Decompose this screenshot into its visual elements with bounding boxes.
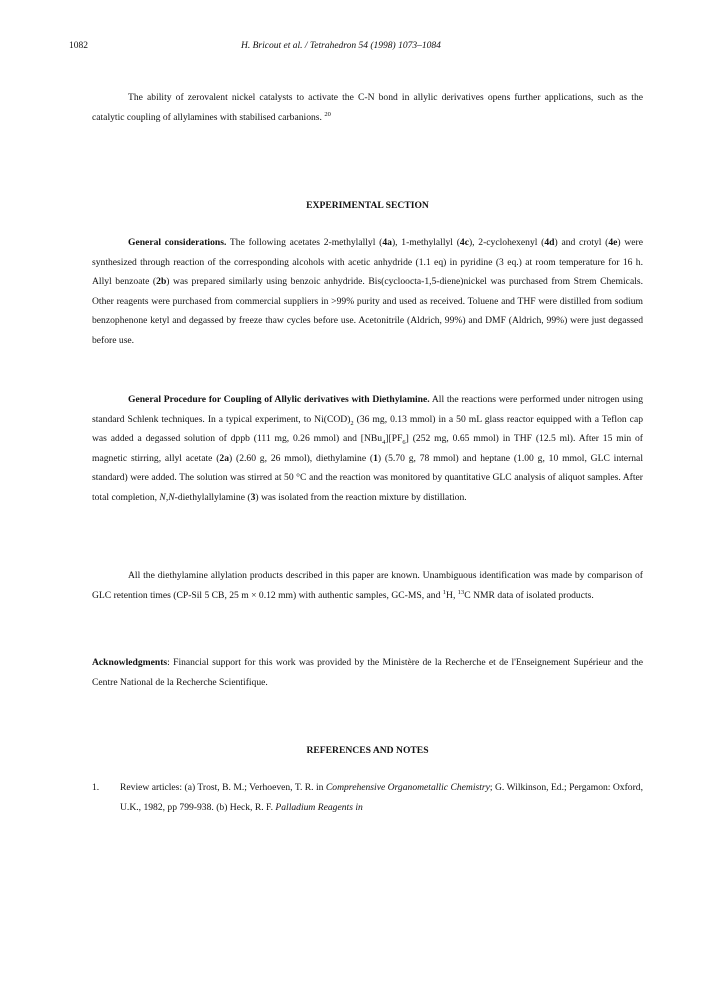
text-run: All the reactions were performed under nitrogen using standard Schlenk techniques. In a typical experiment, to Ni(COD)	[92, 394, 643, 425]
text-run: ][PF	[385, 433, 403, 445]
general-considerations-label: General considerations.	[128, 237, 227, 248]
general-procedure-label: General Procedure for Coupling of Allylic derivatives with Diethylamine.	[128, 394, 430, 405]
compound-label: 4e	[608, 237, 618, 248]
general-procedure-paragraph	[92, 390, 643, 508]
italic-text: Comprehensive Organometallic Chemistry	[325, 782, 490, 793]
compound-label: 4a	[382, 237, 392, 248]
experimental-heading: EXPERIMENTAL SECTION	[306, 200, 429, 211]
text-run: -diethylallylamine (	[174, 491, 251, 503]
text-run: ), 2-cyclohexenyl (	[468, 237, 545, 248]
text-run: ) were synthesized through reaction of the corresponding alcohols with acetic anhydride (1.1 eq) in pyridine (3 eq.) at room temperature for 16 h. Allyl benzoate (	[92, 237, 643, 288]
compound-label: 4d	[544, 237, 555, 248]
page-number: 1082	[69, 41, 88, 51]
text-run: ] (252 mg, 0.65 mmol) in THF (12.5 ml). After 15 min of magnetic stirring, allyl acetate (	[92, 433, 644, 464]
text-run: ) and crotyl (	[554, 237, 609, 248]
text-run: All the diethylamine allylation products described in this paper are known. Unambiguous identification was made by comparison of GLC retention times (CP-Sil 5 CB, 25 m × 0.12 mm) with authentic samples, GC-MS, and	[92, 570, 643, 601]
compound-label: 3	[250, 491, 256, 503]
text-run: ) (5.70 g, 78 mmol) and heptane (1.00 g, 10 mmol, GLC internal standard) were added. The solution was stirred at 50 °C and the reaction was monitored by quantitative GLC analysis of aliquot samples. After total completion,	[92, 452, 643, 503]
text-run: Review articles: (a) Trost, B. M.; Verhoeven, T. R. in	[120, 782, 326, 793]
references-heading: REFERENCES AND NOTES	[306, 745, 429, 756]
superscript: 13	[457, 588, 465, 596]
intro-paragraph	[92, 88, 643, 127]
text-run: ) was prepared similarly using benzoic anhydride. Bis(cycloocta-1,5-diene)nickel was purchased from Strem Chemicals. Other reagents were purchased from commercial suppliers in >99% purity and used as received. Toluene and THF were distilled from sodium benzophenone ketyl and degassed by freeze thaw cycles before use. Acetonitrile (Aldrich, 99%) and DMF (Aldrich, 99%) were just degassed before use.	[92, 276, 643, 346]
text-run: C NMR data of isolated products.	[464, 589, 594, 601]
text-run: ; G. Wilkinson, Ed.; Pergamon: Oxford, U.K., 1982, pp 799-938. (b) Heck, R. F.	[120, 782, 643, 813]
superscript: 1	[442, 588, 447, 596]
text-run: ) (2.60 g, 26 mmol), diethylamine (	[229, 452, 374, 464]
compound-label: 4c	[459, 237, 469, 248]
italic-text: N,N	[159, 491, 175, 503]
subscript: 6	[402, 439, 406, 447]
intro-citation: 20	[324, 110, 331, 118]
acknowledgments-label: Acknowledgments	[92, 657, 168, 668]
running-header	[69, 41, 659, 55]
acknowledgments-text: : Financial support for this work was provided by the Ministère de la Recherche et de l'Enseignement Supérieur and the Centre National de la Recherche Scientifique.	[92, 657, 643, 688]
reference-number: 1.	[92, 782, 100, 793]
acknowledgments-paragraph	[92, 653, 643, 692]
running-title: H. Bricout et al. / Tetrahedron 54 (1998) 1073–1084	[241, 41, 441, 51]
compound-label: 2b	[156, 276, 167, 288]
general-considerations-paragraph	[92, 233, 643, 351]
products-paragraph	[92, 566, 643, 605]
compound-label: 1	[373, 452, 378, 464]
text-run: ) was isolated from the reaction mixture by distillation.	[255, 491, 467, 503]
reference-text	[120, 778, 643, 817]
text-run: ), 1-methylallyl (	[391, 237, 460, 248]
text-run: H,	[446, 589, 458, 601]
text-run: (36 mg, 0.13 mmol) in a 50 mL glass reactor equipped with a Teflon cap was added a degassed solution of dppb (111 mg, 0.26 mmol) and [NBu	[92, 413, 643, 445]
subscript: 2	[350, 419, 354, 427]
compound-label: 2a	[219, 452, 229, 464]
subscript: 4	[382, 439, 386, 447]
intro-text: The ability of zerovalent nickel catalysts to activate the C-N bond in allylic derivatives opens further applications, such as the catalytic coupling of allylamines with stabilised carbanions.	[92, 92, 643, 123]
italic-text: Palladium Reagents in	[275, 801, 363, 813]
text-run: The following acetates 2-methylallyl (	[226, 237, 383, 248]
